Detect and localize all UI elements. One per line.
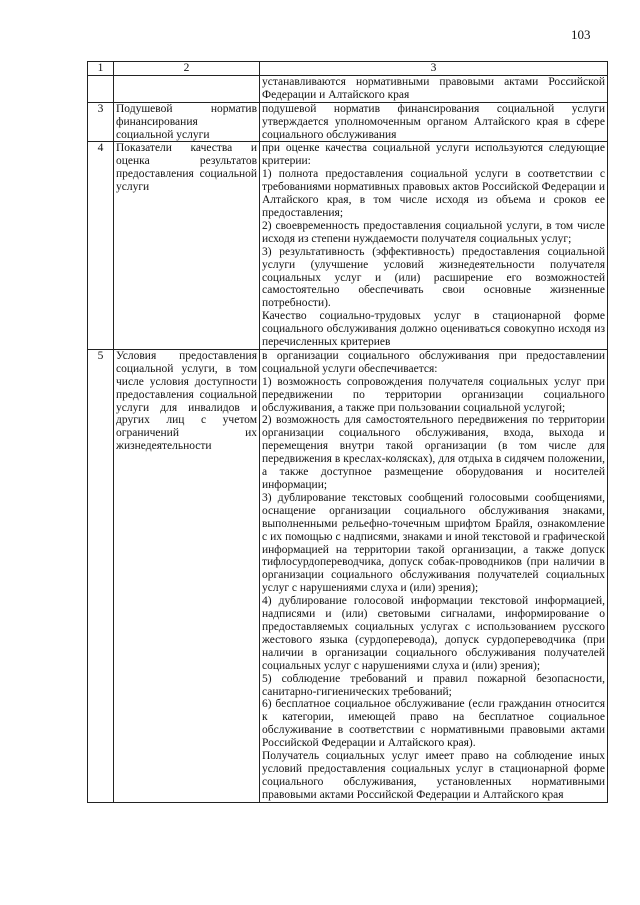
row-paragraph: при оценке качества социальной услуги используются следующие критерии: [262, 142, 605, 168]
header-cell-2: 2 [114, 62, 260, 76]
row-number-cell: 3 [88, 102, 114, 142]
service-parameter-name: Показатели качества и оценка результатов предоставления социальной услуги [116, 142, 257, 194]
row-number-cell [88, 75, 114, 102]
row-name-cell [114, 349, 260, 802]
row-paragraph: в организации социального обслуживания при предоставлении социальной услуги обеспечивается: [262, 349, 605, 375]
row-text-cell [260, 75, 608, 102]
row-number-cell: 5 [88, 349, 114, 802]
table-row [88, 142, 608, 350]
row-paragraph: 6) бесплатное социальное обслуживание (если гражданин относится к категории, имеющей право на бесплатное социальное обслуживание в соответствии с нормативными правовыми актами Российской Федерации и Алтайского края). [262, 698, 605, 750]
row-paragraph: 4) дублирование голосовой информации текстовой информацией, надписями и (или) световыми сигналами, информирование о предоставляемых социальных услугах с использованием русского жестового языка (сурдоперевода), допуск сурдопереводчика (при наличии в организации социального обслуживания получателей социальных услуг с нарушениями слуха и (или) зрения); [262, 595, 605, 672]
row-paragraph: 1) возможность сопровождения получателя социальных услуг при передвижении по территории организации социального обслуживания, а также при пользовании социальной услугой; [262, 375, 605, 414]
service-parameter-name: Условия предоставления социальной услуги, в том числе условия доступности предоставления социальной услуги для инвалидов и других лиц с учетом ограничений их жизнедеятельности [116, 349, 257, 453]
row-paragraph: Получатель социальных услуг имеет право на соблюдение иных условий предоставления социальных услуг в стационарной форме социального обслуживания, установленных нормативными правовыми актами Российской Федерации и Алтайского края [262, 750, 605, 801]
table-row-continuation [88, 75, 608, 102]
row-paragraph: 2) своевременность предоставления социальной услуги, в том числе исходя из степени нуждаемости получателя социальных услуг; [262, 219, 605, 245]
table-row [88, 102, 608, 142]
row-paragraph: 5) соблюдение требований и правил пожарной безопасности, санитарно-гигиенических требований; [262, 672, 605, 698]
header-cell-3: 3 [260, 62, 608, 76]
row-paragraph: подушевой норматив финансирования социальной услуги утверждается уполномоченным органом Алтайского края в сфере социального обслуживания [262, 102, 605, 141]
row-paragraph: 1) полнота предоставления социальной услуги в соответствии с требованиями нормативных правовых актов Российской Федерации и Алтайского края, в том числе исходя из объема и сроков ее предоставления; [262, 168, 605, 219]
row-name-cell [114, 102, 260, 142]
table-header-row [88, 62, 608, 76]
header-cell-1: 1 [88, 62, 114, 76]
continuation-text: устанавливаются нормативными правовыми актами Российской Федерации и Алтайского края [262, 75, 605, 101]
table-rows [88, 102, 608, 802]
page-number: 103 [571, 27, 591, 42]
row-paragraph: Качество социально-трудовых услуг в стационарной форме социального обслуживания должно оцениваться совокупно исходя из перечисленных критериев [262, 310, 605, 349]
table-row [88, 349, 608, 802]
row-number-cell: 4 [88, 142, 114, 350]
row-text-cell [260, 102, 608, 142]
row-paragraph: 3) дублирование текстовых сообщений голосовыми сообщениями, оснащение организации социального обслуживания знаками, выполненными рельефно-точечным шрифтом Брайля, ознакомление с их помощью с надписями, знаками и иной текстовой и графической информацией на территории такой организации, а также допуск тифлосурдопереводчика, допуск собак-проводников (при наличии в организации социального обслуживания получателей социальных услуг с нарушениями слуха и (или) зрения); [262, 491, 605, 595]
row-paragraph: 3) результативность (эффективность) предоставления социальной услуги (улучшение условий жизнедеятельности получателя социальных услуг и (или) расширение его возможностей самостоятельно обеспечивать свои основные жизненные потребности). [262, 245, 605, 310]
row-paragraph: 2) возможность для самостоятельного передвижения по территории организации социального обслуживания, входа, выхода и перемещения внутри такой организации (в том числе для передвижения в креслах-колясках), для отдыха в сидячем положении, а также доступное размещение оборудования и носителей информации; [262, 414, 605, 491]
row-name-cell [114, 75, 260, 102]
services-table [87, 61, 608, 803]
service-parameter-name: Подушевой норматив финансирования социальной услуги [116, 102, 257, 141]
row-name-cell [114, 142, 260, 350]
row-text-cell [260, 349, 608, 802]
row-text-cell [260, 142, 608, 350]
